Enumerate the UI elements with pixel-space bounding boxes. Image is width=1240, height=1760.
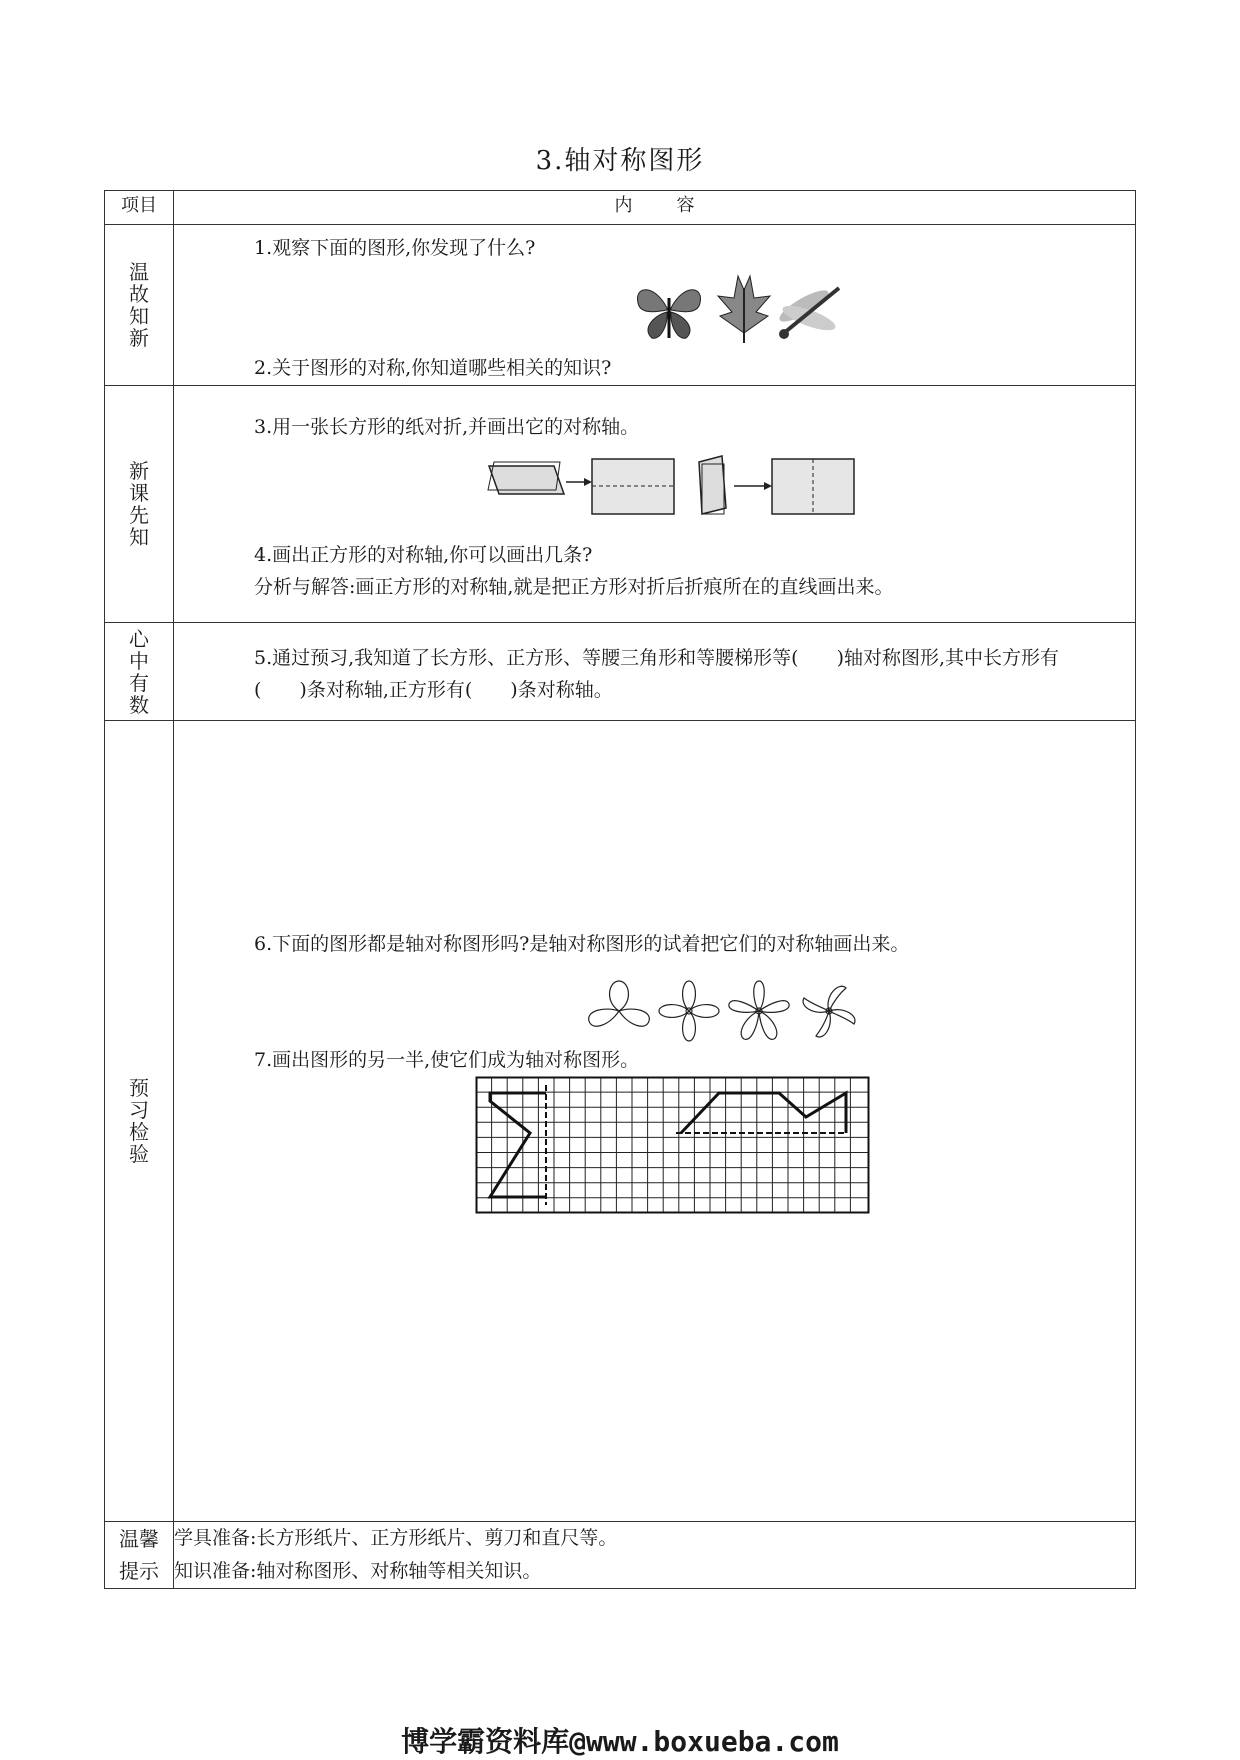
page-title: 3.轴对称图形 — [535, 146, 705, 176]
unfolded-rectangle-vertical — [772, 459, 854, 514]
symmetric-images — [634, 268, 854, 348]
three-petal-flower — [589, 981, 650, 1026]
right-half-figure — [676, 1093, 846, 1133]
section-check — [105, 721, 1136, 1522]
left-half-figure — [490, 1085, 546, 1205]
section-label-check: 预 习 检 验 — [129, 1076, 149, 1166]
leaf-image — [718, 276, 770, 343]
section-label-review: 温 故 知 新 — [129, 260, 149, 350]
question-3: 3.用一张长方形的纸对折,并画出它的对称轴。 — [254, 416, 640, 438]
question-4: 4.画出正方形的对称轴,你可以画出几条? — [254, 544, 593, 566]
four-petal-flower — [659, 981, 719, 1041]
watermark-footer: 博学霸资料库@www.boxueba.com — [401, 1725, 839, 1758]
section-label-tips: 温馨 提示 — [119, 1527, 159, 1583]
unfolded-rectangle-horizontal — [592, 459, 674, 514]
question-7: 7.画出图形的另一半,使它们成为轴对称图形。 — [254, 1049, 640, 1071]
header-content: 内容 — [174, 191, 1136, 225]
question-6: 6.下面的图形都是轴对称图形吗?是轴对称图形的试着把它们的对称轴画出来。 — [254, 933, 910, 955]
table-header-row — [105, 191, 1136, 225]
analysis-answer: 分析与解答:画正方形的对称轴,就是把正方形对折后折痕所在的直线画出来。 — [254, 576, 894, 598]
pinwheel-flower — [803, 986, 855, 1037]
section-review — [105, 225, 1136, 386]
folding-diagram — [484, 454, 884, 524]
question-2: 2.关于图形的对称,你知道哪些相关的知识? — [254, 357, 612, 379]
section-label-preview: 新 课 先 知 — [129, 459, 149, 549]
question-5-line2: ( )条对称轴,正方形有( )条对称轴。 — [254, 679, 613, 701]
header-item: 项目 — [105, 191, 174, 225]
worksheet-table — [104, 190, 1136, 1589]
tips-tools: 学具准备:长方形纸片、正方形纸片、剪刀和直尺等。 — [174, 1527, 618, 1549]
dragonfly-image — [776, 285, 839, 339]
flower-shapes — [584, 976, 864, 1046]
section-mind — [105, 623, 1136, 721]
section-tips — [105, 1522, 1136, 1589]
section-label-mind: 心 中 有 数 — [129, 626, 149, 717]
question-5-line1: 5.通过预习,我知道了长方形、正方形、等腰三角形和等腰梯形等( )轴对称图形,其中长方形有 — [254, 647, 1060, 669]
question-1: 1.观察下面的图形,你发现了什么? — [254, 237, 536, 259]
section-preview — [105, 386, 1136, 623]
folded-rectangle-step1 — [488, 462, 564, 494]
butterfly-image — [637, 290, 700, 338]
tips-knowledge: 知识准备:轴对称图形、对称轴等相关知识。 — [174, 1560, 542, 1582]
drawing-grid — [476, 1077, 876, 1217]
folded-rectangle-step2 — [699, 456, 726, 514]
five-petal-flower — [729, 981, 789, 1039]
